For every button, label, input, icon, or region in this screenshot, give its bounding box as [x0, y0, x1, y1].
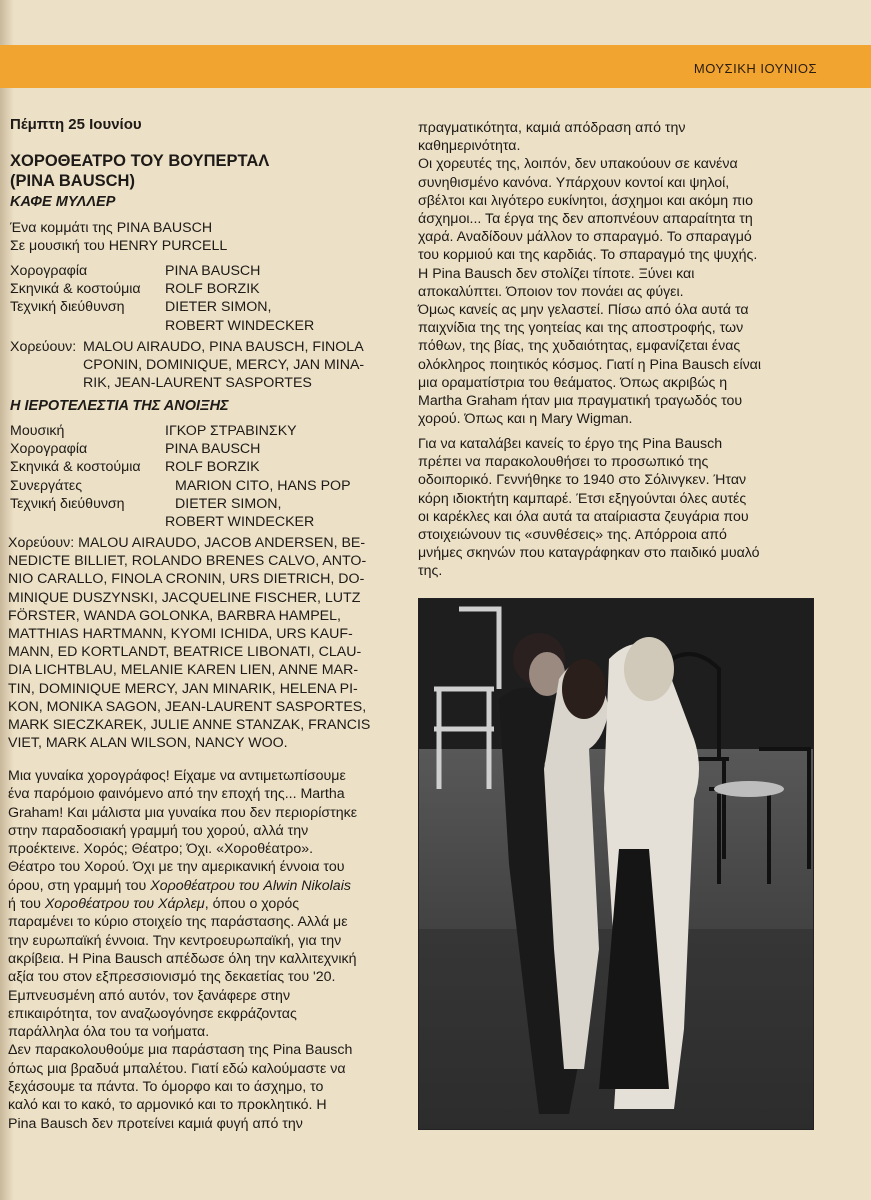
performance-photo — [418, 598, 814, 1130]
text-line: Graham! Και μάλιστα μια γυναίκα που δεν περιορίστηκε — [8, 804, 358, 821]
section-label: ΜΟΥΣΙΚΗ ΙΟΥΝΙΟΣ — [693, 61, 817, 76]
event-title — [10, 151, 269, 191]
text-line: ξεχάσουμε τα πάντα. Το όμορφο και το άσχημο, το — [8, 1079, 324, 1096]
dancers-label: Χορεύουν: — [10, 339, 77, 355]
credit-row — [10, 317, 314, 335]
credit-row — [10, 422, 351, 440]
text-line: χορού. Όπως και η Mary Wigman. — [418, 411, 633, 428]
credit-row — [10, 440, 351, 458]
credit-label: Σκηνικά & κοστούμια — [10, 281, 141, 298]
text-line: στην παραδοσιακή γραμμή του χορού, αλλά την — [8, 822, 309, 839]
credit-label — [10, 317, 165, 335]
text-line: VIET, MARK ALAN WILSON, NANCY WOO. — [8, 735, 288, 752]
credit-label: Χορογραφία — [10, 263, 88, 279]
text-line: αξία του στον εξπρεσσιονισμό της δεκαετίας του '20. — [8, 969, 336, 986]
text-line: Martha Graham ήταν μια πραγματική τραγωδός του — [418, 393, 743, 410]
event-date: Πέμπτη 25 Ιουνίου — [10, 116, 142, 133]
credit-row — [10, 280, 314, 298]
credit-value: DIETER SIMON, — [165, 299, 272, 316]
credit-label: Συνεργάτες — [10, 477, 83, 494]
credit-label: Μουσική — [10, 423, 65, 439]
text-line: Οι χορευτές της, λοιπόν, δεν υπακούουν σε κανένα — [418, 156, 738, 173]
text-line: KON, MONIKA SAGON, JEAN-LAURENT SASPORTES, — [8, 698, 367, 715]
text-line: Ένα κομμάτι της PINA BAUSCH — [10, 220, 213, 236]
credit-row — [10, 458, 351, 476]
credit-row — [10, 298, 314, 316]
text-line: μνήμες σκηνών που καταγράφηκαν στο παιδικό μυαλό — [418, 545, 760, 562]
text-line: ολόκληρος ποιητικός κόσμος. Γιατί η Pina Bausch είναι — [418, 356, 762, 373]
text-line: Pina Bausch δεν προτείνει καμιά φυγή από την — [8, 1115, 303, 1132]
text-line: την ευρωπαϊκή έννοια. Την κεντροευρωπαϊκή, για την — [8, 932, 342, 949]
text-line: Η Pina Bausch δεν στολίζει τίποτε. Ξύνει και — [418, 265, 695, 282]
text-line: καθημερινότητα. — [418, 138, 521, 155]
text-line: άσχημοι... Τα έργα της δεν αποπνέουν απαραίτητα τη — [418, 211, 753, 228]
text-line: ή του Χοροθέατρου του Χάρλεμ, όπου ο χορός — [8, 896, 300, 913]
text-line: Μια γυναίκα χορογράφος! Είχαμε να αντιμετωπίσουμε — [8, 768, 346, 784]
text-line: Χορεύουν: MALOU AIRAUDO, JACOB ANDERSEN, BE- — [8, 535, 366, 551]
credit-label: Σκηνικά & κοστούμια — [10, 459, 141, 476]
text-line: TIN, DOMINIQUE MERCY, JAN MINARIK, HELENA PI- — [8, 680, 358, 697]
text-line: ένα παρόμοιο φαινόμενο από την εποχή της... Martha — [8, 786, 345, 803]
text-line: Θέατρο του Χορού. Όχι με την αμερικανική έννοια του — [8, 859, 345, 876]
text-line: Σε μουσική του HENRY PURCELL — [10, 238, 228, 255]
text-line: MINIQUE DUSZYNSKI, JACQUELINE FISCHER, LUTZ — [8, 589, 361, 606]
text-line: Όμως κανείς ας μην γελαστεί. Πίσω από όλα αυτά τα — [418, 302, 749, 319]
work2-credits — [10, 422, 351, 531]
credit-value: PINA BAUSCH — [165, 263, 261, 279]
text-line: όπως μια βραδυά μπαλέτου. Γιατί εδώ καλούμαστε να — [8, 1060, 346, 1077]
credit-row — [10, 477, 351, 495]
credit-row — [10, 513, 351, 531]
text-line: MANN, ED KORTLANDT, BEATRICE LIBONATI, CLAU- — [8, 644, 362, 661]
credit-value: ΙΓΚΟΡ ΣΤΡΑΒΙΝΣΚΥ — [165, 423, 297, 439]
text-line: σβέλτοι και λιγότερο ευκίνητοι, άσχημοι και ακόμη πιο — [418, 192, 753, 209]
dancers-list — [83, 338, 364, 393]
credit-label: Τεχνική διεύθυνση — [10, 299, 125, 316]
credit-value: DIETER SIMON, — [175, 495, 282, 512]
work2-dancers — [8, 534, 370, 752]
text-line: προέκτεινε. Χορός; Θέατρο; Όχι. «Χοροθέατρο». — [8, 841, 314, 858]
title-line: (PINA BAUSCH) — [10, 172, 135, 190]
credit-value: ROBERT WINDECKER — [165, 514, 315, 531]
credit-value: PINA BAUSCH — [165, 441, 261, 458]
work1-dancers — [10, 338, 364, 393]
credit-value: ROLF BORZIK — [165, 281, 260, 298]
text-line: κόρη ιδιοκτήτη καμπαρέ. Έτσι εξηγούνται όλες αυτές — [418, 490, 747, 507]
text-line: επικαιρότητα, τον αναζωογόνησε εκφράζοντας — [8, 1005, 297, 1022]
work1-title: ΚΑΦΕ ΜΥΛΛΕΡ — [10, 194, 116, 210]
credit-value: ROLF BORZIK — [165, 459, 260, 476]
text-line: πρέπει να παρακολουθήσει το προσωπικό της — [418, 454, 709, 471]
text-line: MATTHIAS HARTMANN, KYOMI ICHIDA, URS KAUF- — [8, 626, 353, 643]
text-line: μια οραματίστρια του θεάματος. Όπως ακριβώς η — [418, 374, 728, 391]
text-line: ακρίβεια. Η Pina Bausch απέδωσε όλη την καλλιτεχνική — [8, 950, 357, 967]
text-line: οι καρέκλες και όλα αυτά τα αταίριαστα ζευγάρια που — [418, 508, 749, 525]
text-line: MALOU AIRAUDO, PINA BAUSCH, FINOLA — [83, 339, 364, 355]
text-line: RIK, JEAN-LAURENT SASPORTES — [83, 375, 312, 392]
credit-row — [10, 495, 351, 513]
credit-row — [10, 262, 314, 280]
article-right-column-2 — [418, 435, 760, 581]
text-line: οδοιπορικό. Γεννήθηκε το 1940 στο Σόλινγκεν. Ήταν — [418, 472, 747, 489]
text-line: FÖRSTER, WANDA GOLONKA, BARBRA HAMPEL, — [8, 607, 341, 624]
text-line: του κορμιού και της καρδιάς. Το σπαραγμό της ψυχής. — [418, 247, 758, 264]
text-line: παράλληλα όλα του τα νοήματα. — [8, 1024, 210, 1041]
credit-label — [10, 513, 165, 531]
text-line: στοιχειώνουν τις «συνθέσεις» της. Απόρροια από — [418, 527, 727, 544]
credit-value: MARION CITO, HANS POP — [175, 477, 351, 494]
credit-value: ROBERT WINDECKER — [165, 317, 315, 334]
work1-credits — [10, 262, 314, 335]
text-line: παραμένει το κύριο στοιχείο της παράστασης. Αλλά με — [8, 914, 348, 931]
text-line: όρου, στη γραμμή του Χοροθέατρου του Alwin Nikolais — [8, 877, 351, 894]
text-line: συνηθισμένο κανόνα. Υπάρχουν κοντοί και ψηλοί, — [418, 174, 730, 191]
article-left-column — [8, 767, 357, 1133]
title-line: ΧΟΡΟΘΕΑΤΡΟ ΤΟΥ ΒΟΥΠΕΡΤΑΛ — [10, 152, 270, 170]
text-line: NEDICTE BILLIET, ROLANDO BRENES CALVO, ANTO- — [8, 553, 367, 570]
text-line: DIA LICHTBLAU, MELANIE KAREN LIEN, ANNE MAR- — [8, 662, 359, 679]
text-line: χαρά. Αναδίδουν μάλλον το σπαραγμό. Το σπαραγμό — [418, 229, 752, 246]
text-line: MARK SIECZKAREK, JULIE ANNE STANZAK, FRANCIS — [8, 717, 371, 734]
work2-title: Η ΙΕΡΟΤΕΛΕΣΤΙΑ ΤΗΣ ΑΝΟΙΞΗΣ — [10, 398, 229, 414]
article-right-column-1 — [418, 119, 761, 428]
text-line: CPONIN, DOMINIQUE, MERCY, JAN MINA- — [83, 357, 365, 374]
text-line: της. — [418, 563, 443, 580]
work1-intro — [10, 219, 227, 255]
text-line: πραγματικότητα, καμιά απόδραση από την — [418, 120, 686, 136]
text-line: καλό και το κακό, το αρμονικό και το προκλητικό. Η — [8, 1097, 327, 1114]
text-line: Για να καταλάβει κανείς το έργο της Pina Bausch — [418, 436, 723, 452]
text-line: Εμπνευσμένη από αυτόν, τον ξανάφερε στην — [8, 987, 291, 1004]
credit-label: Τεχνική διεύθυνση — [10, 495, 125, 512]
credit-label: Χορογραφία — [10, 441, 88, 458]
text-line: Δεν παρακολουθούμε μια παράσταση της Pina Bausch — [8, 1042, 353, 1059]
text-line: NIO CARALLO, FINOLA CRONIN, URS DIETRICH, DO- — [8, 571, 365, 588]
text-line: αποκαλύπτει. Όποιον τον πονάει ας φύγει. — [418, 283, 684, 300]
text-line: πόθων, της βίας, της χυδαιότητας, εμφανίζεται ένας — [418, 338, 741, 355]
text-line: παιχνίδια της της γοητείας και της αποστροφής, των — [418, 320, 744, 337]
